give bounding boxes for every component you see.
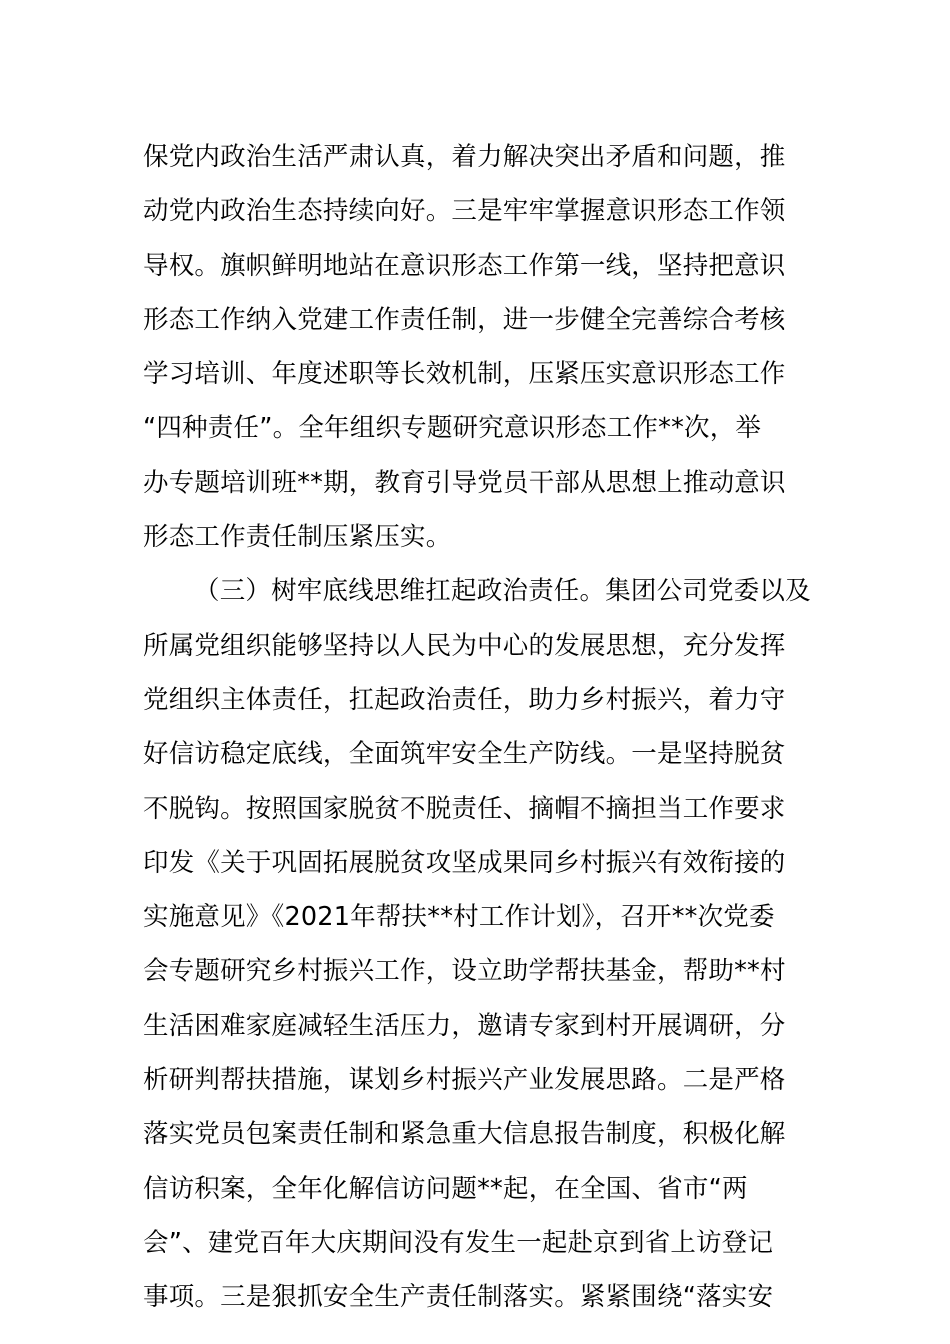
text-line: 学习培训、年度述职等长效机制，压紧压实意识形态工作 — [143, 359, 786, 390]
text-line: 析研判帮扶措施，谋划乡村振兴产业发展思路。二是严格 — [143, 1065, 786, 1096]
text-line: 保党内政治生活严肃认真，着力解决突出矛盾和问题，推 — [143, 142, 786, 172]
text-line: 所属党组织能够坚持以人民为中心的发展思想，充分发挥 — [143, 630, 786, 661]
text-line: 导权。旗帜鲜明地站在意识形态工作第一线，坚持把意识 — [143, 250, 786, 281]
text-line: 动党内政治生态持续向好。三是牢牢掌握意识形态工作领 — [143, 196, 786, 227]
text-line: 好信访稳定底线，全面筑牢安全生产防线。一是坚持脱贫 — [143, 739, 786, 770]
text-line: 形态工作责任制压紧压实。 — [143, 522, 452, 553]
text-line: 事项。三是狠抓安全生产责任制落实。紧紧围绕“落实安 — [143, 1282, 774, 1313]
text-line: 印发《关于巩固拓展脱贫攻坚成果同乡村振兴有效衔接的 — [143, 847, 786, 878]
text-line: 信访积案，全年化解信访问题**起，在全国、省市“两 — [143, 1173, 748, 1204]
text-line: 实施意见》《2021年帮扶**村工作计划》，召开**次党委 — [143, 902, 775, 933]
text-line: “四种责任”。全年组织专题研究意识形态工作**次，举 — [143, 413, 762, 444]
section-heading-line: （三）树牢底线思维扛起政治责任。集团公司党委以及 — [194, 576, 811, 607]
text-line: 会专题研究乡村振兴工作，设立助学帮扶基金，帮助**村 — [143, 956, 786, 987]
text-line: 党组织主体责任，扛起政治责任，助力乡村振兴，着力守 — [143, 684, 786, 715]
text-line: 生活困难家庭减轻生活压力，邀请专家到村开展调研，分 — [143, 1010, 786, 1041]
text-line: 不脱钩。按照国家脱贫不脱责任、摘帽不摘担当工作要求 — [143, 793, 786, 824]
text-line: 办专题培训班**期，教育引导党员干部从思想上推动意识 — [143, 467, 786, 498]
text-line: 会”、建党百年大庆期间没有发生一起赴京到省上访登记 — [143, 1227, 774, 1258]
text-line: 落实党员包案责任制和紧急重大信息报告制度，积极化解 — [143, 1119, 786, 1150]
body-text — [143, 130, 823, 1325]
text-line: 形态工作纳入党建工作责任制，进一步健全完善综合考核 — [143, 304, 786, 335]
